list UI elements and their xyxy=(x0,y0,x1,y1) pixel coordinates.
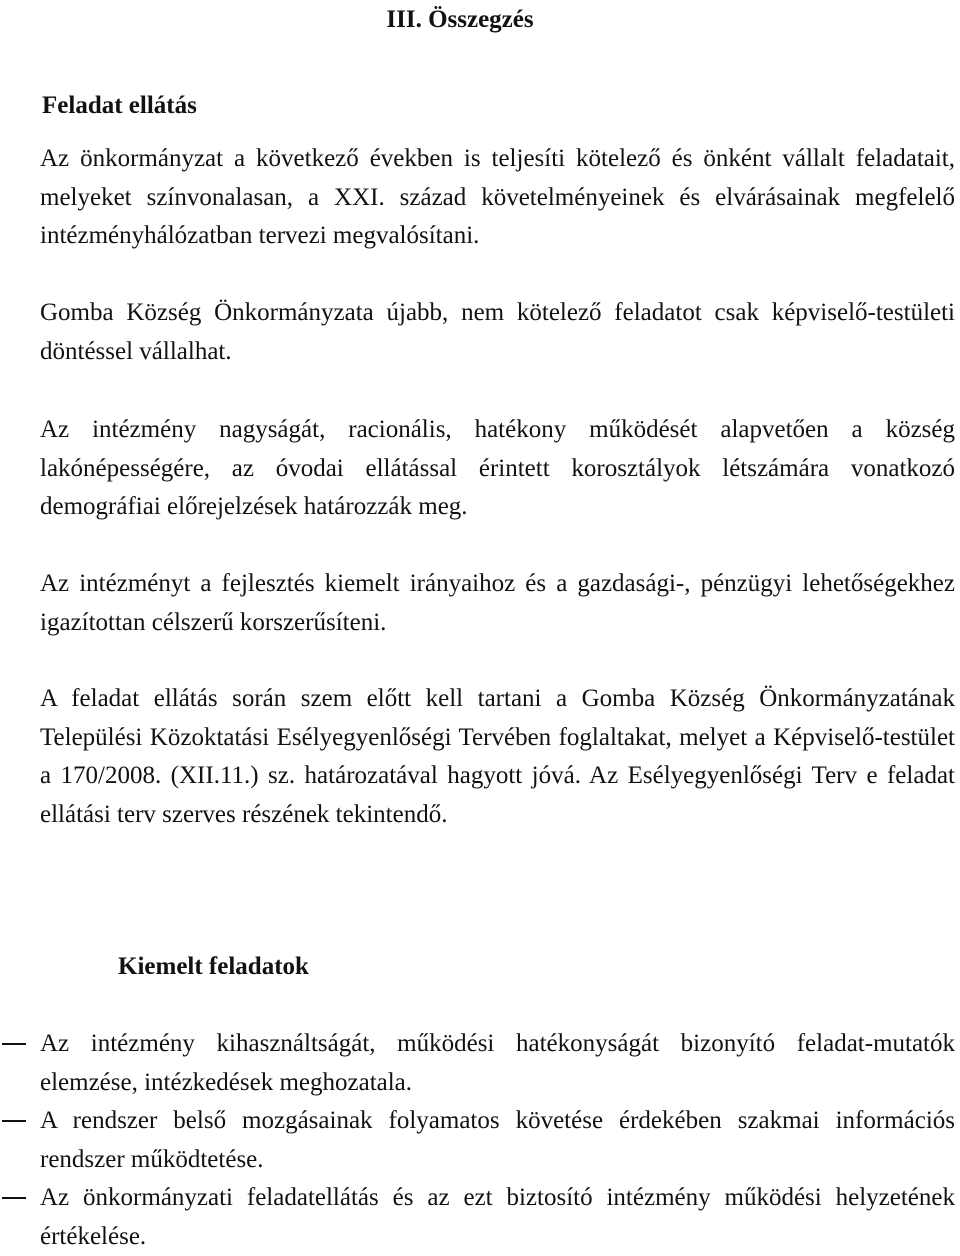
list-item-text: Az önkormányzati feladatellátás és az ezt biztosító intézmény működési helyzetének értékelése. xyxy=(40,1184,955,1250)
list-item-text: A rendszer belső mozgásainak folyamatos követése érdekében szakmai információs rendszer működtetése. xyxy=(40,1107,955,1173)
priority-task-list xyxy=(0,1025,960,1256)
chapter-title: III. Összegzés xyxy=(386,6,534,33)
list-item xyxy=(0,1025,955,1102)
paragraph-1: Az önkormányzat a következő években is teljesíti kötelező és önként vállalt feladatait, melyeket színvonalasan, a XXI. század követelményeinek és elvárásainak megfelelő intézményhálózatban tervezi megvalósítani. xyxy=(40,145,955,249)
paragraph-5: A feladat ellátás során szem előtt kell tartani a Gomba Község Önkormányzatának Települési Közoktatási Esélyegyenlőségi Tervében foglaltakat, melyet a Képviselő-testület a 170/2008. (XII.11.) sz. határozatával hagyott jóvá. Az Esélyegyenlőségi Terv e feladat ellátási terv szerves részének tekintendő. xyxy=(40,685,955,828)
paragraph-3: Az intézmény nagyságát, racionális, hatékony működését alapvetően a község lakónépességére, az óvodai ellátással érintett korosztályok létszámára vonatkozó demográfiai előrejelzések határozzák meg. xyxy=(40,416,955,520)
section-heading-kiemelt-feladatok: Kiemelt feladatok xyxy=(118,953,309,980)
section-heading-feladat-ellatas: Feladat ellátás xyxy=(42,92,197,119)
paragraph-4: Az intézményt a fejlesztés kiemelt irányaihoz és a gazdasági-, pénzügyi lehetőségekhez igazítottan célszerű korszerűsíteni. xyxy=(40,570,955,636)
dash-bullet-icon xyxy=(2,1043,26,1045)
paragraph-2: Gomba Község Önkormányzata újabb, nem kötelező feladatot csak képviselő-testületi döntéssel vállalhat. xyxy=(40,299,955,365)
dash-bullet-icon xyxy=(2,1197,26,1199)
list-item xyxy=(0,1102,955,1179)
dash-bullet-icon xyxy=(2,1120,26,1122)
list-item-text: Az intézmény kihasználtságát, működési hatékonyságát bizonyító feladat-mutatók elemzése, intézkedések meghozatala. xyxy=(40,1030,955,1096)
list-item xyxy=(0,1179,955,1256)
